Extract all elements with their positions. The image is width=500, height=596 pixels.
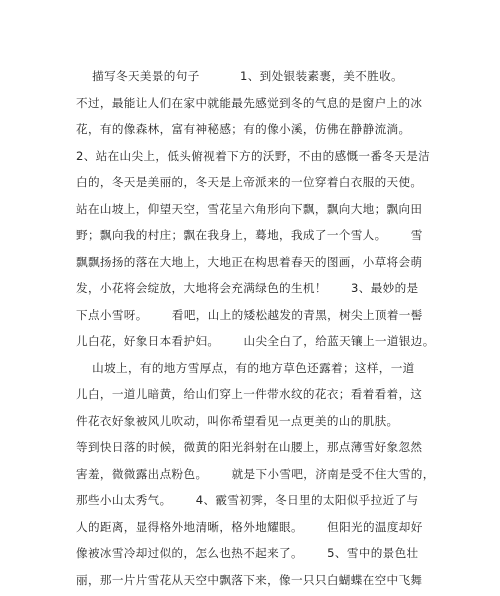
text-line: 儿白，一道儿暗黄，给山们穿上一件带水纹的花衣；看着看着，这 — [76, 384, 436, 411]
text-line: 发，小花将会绽放，大地将会充满绿色的生机！ 3、最妙的是 — [76, 278, 436, 305]
text-line: 儿白花，好象日本看护妇。 山尖全白了，给蓝天镶上一道银边。 — [76, 331, 436, 358]
text-line: 那些小山太秀气。 4、霰雪初霁，冬日里的太阳似乎拉近了与 — [76, 490, 436, 517]
text-line: 等到快日落的时候，微黄的阳光斜射在山腰上，那点薄雪好象忽然 — [76, 437, 436, 464]
text-line: 像被冰雪冷却过似的，怎么也热不起来了。 5、雪中的景色壮 — [76, 543, 436, 570]
text-line: 丽，那一片片雪花从天空中飘落下来，像一只只白蝴蝶在空中飞舞 — [76, 570, 436, 596]
text-line: 人的距离，显得格外地清晰，格外地耀眼。 但阳光的温度却好 — [76, 517, 436, 544]
text-line: 山坡上，有的地方雪厚点，有的地方草色还露着；这样，一道 — [76, 358, 436, 385]
text-line: 花，有的像森林，富有神秘感；有的像小溪，仿佛在静静流淌。 — [76, 119, 436, 146]
text-line: 不过，最能让人们在家中就能最先感觉到冬的气息的是窗户上的冰 — [76, 93, 436, 120]
text-line: 飘飘扬扬的落在大地上，大地正在构思着春天的图画，小草将会萌 — [76, 252, 436, 279]
text-line: 描写冬天美景的句子 1、到处银装素裹，美不胜收。 — [76, 66, 436, 93]
document-body — [76, 66, 436, 596]
text-line: 下点小雪呀。 看吧，山上的矮松越发的青黑，树尖上顶着一髻 — [76, 305, 436, 332]
text-line: 野；飘向我的村庄；飘在我身上，蓦地，我成了一个雪人。 雪 — [76, 225, 436, 252]
text-line: 害羞，微微露出点粉色。 就是下小雪吧，济南是受不住大雪的， — [76, 464, 436, 491]
text-line: 件花衣好象被风儿吹动，叫你希望看见一点更美的山的肌肤。 — [76, 411, 436, 438]
text-line: 2、站在山尖上，低头俯视着下方的沃野，不由的感慨一番冬天是洁 — [76, 146, 436, 173]
text-line: 站在山坡上，仰望天空，雪花呈六角形向下飘，飘向大地；飘向田 — [76, 199, 436, 226]
text-line: 白的，冬天是美丽的，冬天是上帝派来的一位穿着白衣服的天使。 — [76, 172, 436, 199]
